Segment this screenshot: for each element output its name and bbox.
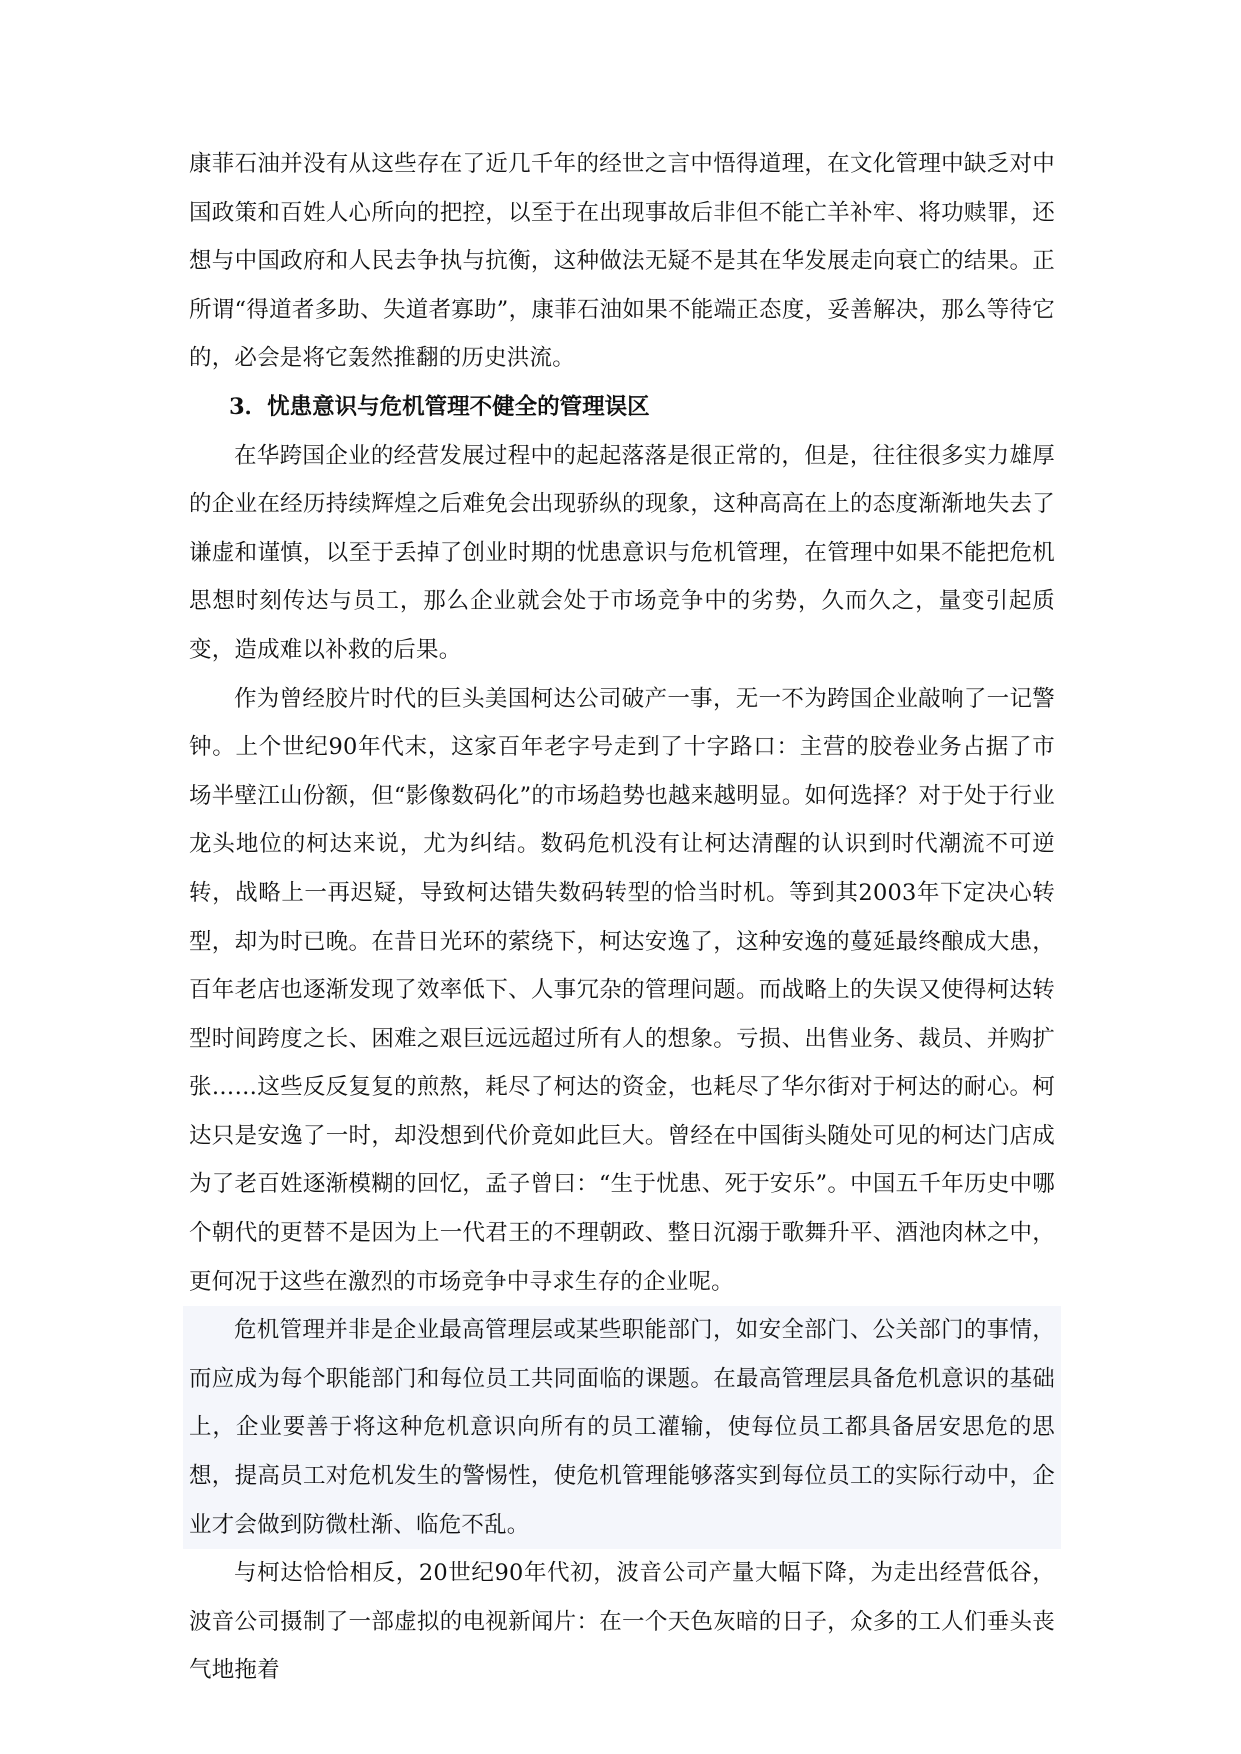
paragraph-kodak-case: 作为曾经胶片时代的巨头美国柯达公司破产一事，无一不为跨国企业敲响了一记警钟。上个世纪90年代末，这家百年老字号走到了十字路口：主营的胶卷业务占据了市场半壁江山份额，但“影像数码化”的市场趋势也越来越明显。如何选择？对于处于行业龙头地位的柯达来说，尤为纠结。数码危机没有让柯达清醒的认识到时代潮流不可逆转，战略上一再迟疑，导致柯达错失数码转型的恰当时机。等到其2003年下定决心转型，却为时已晚。在昔日光环的萦绕下，柯达安逸了，这种安逸的蔓延最终酿成大患，百年老店也逐渐发现了效率低下、人事冗杂的管理问题。而战略上的失误又使得柯达转型时间跨度之长、困难之艰巨远远超过所有人的想象。亏损、出售业务、裁员、并购扩张……这些反反复复的煎熬，耗尽了柯达的资金，也耗尽了华尔街对于柯达的耐心。柯达只是安逸了一时，却没想到代价竟如此巨大。曾经在中国街头随处可见的柯达门店成为了老百姓逐渐模糊的回忆，孟子曾曰：“生于忧患、死于安乐”。中国五千年历史中哪个朝代的更替不是因为上一代君王的不理朝政、整日沉溺于歌舞升平、酒池肉林之中，更何况于这些在激烈的市场竞争中寻求生存的企业呢。 — [189, 685, 1055, 1295]
paragraph-crisis-intro: 在华跨国企业的经营发展过程中的起起落落是很正常的，但是，往往很多实力雄厚的企业在经历持续辉煌之后难免会出现骄纵的现象，这种高高在上的态度渐渐地失去了谦虚和谨慎，以至于丢掉了创业时期的忧患意识与危机管理，在管理中如果不能把危机思想时刻传达与员工，那么企业就会处于市场竞争中的劣势，久而久之，量变引起质变，造成难以补救的后果。 — [189, 442, 1055, 663]
paragraph-conoco-conclusion: 康菲石油并没有从这些存在了近几千年的经世之言中悟得道理，在文化管理中缺乏对中国政策和百姓人心所向的把控，以至于在出现事故后非但不能亡羊补牢、将功赎罪，还想与中国政府和人民去争执与抗衡，这种做法无疑不是其在华发展走向衰亡的结果。正所谓“得道者多助、失道者寡助”，康菲石油如果不能端正态度，妥善解决，那么等待它的，必会是将它轰然推翻的历史洪流。 — [189, 151, 1055, 372]
section-heading-crisis-awareness: 3．忧患意识与危机管理不健全的管理误区 — [229, 393, 650, 420]
paragraph-crisis-management: 危机管理并非是企业最高管理层或某些职能部门，如安全部门、公关部门的事情，而应成为每个职能部门和每位员工共同面临的课题。在最高管理层具备危机意识的基础上，企业要善于将这种危机意识向所有的员工灌输，使每位员工都具备居安思危的思想，提高员工对危机发生的警惕性，使危机管理能够落实到每位员工的实际行动中，企业才会做到防微杜渐、临危不乱。 — [183, 1306, 1061, 1549]
document-page — [189, 140, 1055, 1695]
paragraph-boeing-case: 与柯达恰恰相反，20世纪90年代初，波音公司产量大幅下降，为走出经营低谷，波音公司摄制了一部虚拟的电视新闻片：在一个天色灰暗的日子，众多的工人们垂头丧气地拖着 — [189, 1560, 1055, 1684]
